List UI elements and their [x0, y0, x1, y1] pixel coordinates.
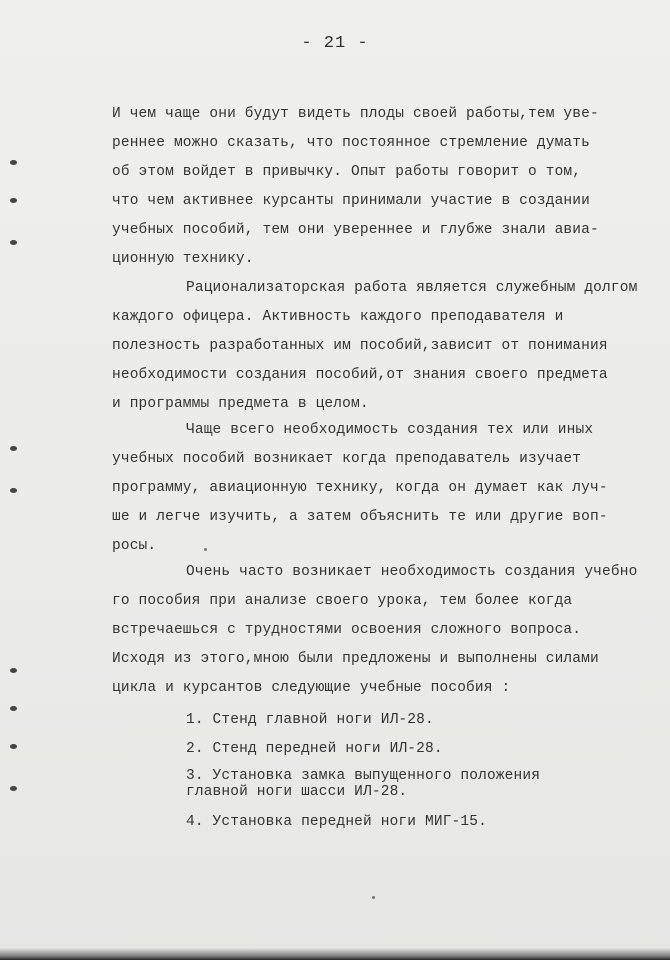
page-number: - 21 -: [301, 34, 369, 53]
text-line: цикла и курсантов следующие учебные пособия :: [112, 680, 511, 696]
text-line: Очень часто возникает необходимость создания учебно: [186, 564, 638, 580]
binder-hole: [10, 198, 17, 203]
binder-hole: [10, 446, 17, 451]
list-item-continuation: главной ноги шасси ИЛ-28.: [186, 784, 408, 800]
binder-hole: [10, 160, 17, 165]
text-line: Чаще всего необходимость создания тех или иных: [186, 422, 594, 438]
text-line: встречаешься с трудностями освоения сложного вопроса.: [112, 622, 582, 638]
text-line: реннее можно сказать, что постоянное стремление думать: [112, 135, 590, 151]
binder-hole: [10, 786, 17, 791]
text-line: росы.: [112, 538, 157, 554]
text-line: и программы предмета в целом.: [112, 396, 369, 412]
text-line: полезность разработанных им пособий,зависит от понимания: [112, 338, 608, 354]
text-line: каждого офицера. Активность каждого преподавателя и: [112, 309, 564, 325]
list-item: 3. Установка замка выпущенного положения: [186, 768, 541, 784]
list-item: 1. Стенд главной ноги ИЛ-28.: [186, 712, 434, 728]
text-line: И чем чаще они будут видеть плоды своей работы,тем уве-: [112, 106, 599, 122]
binder-hole: [10, 668, 17, 673]
text-line: об этом войдет в привычку. Опыт работы говорит о том,: [112, 164, 582, 180]
text-line: необходимости создания пособий,от знания своего предмета: [112, 367, 608, 383]
text-line: программу, авиационную технику, когда он думает как луч-: [112, 480, 608, 496]
binder-hole: [10, 744, 17, 749]
text-line: Рационализаторская работа является служебным долгом: [186, 280, 638, 296]
text-line: ционную технику.: [112, 251, 254, 267]
scan-edge-shadow: [0, 948, 670, 960]
text-line: что чем активнее курсанты принимали участие в создании: [112, 193, 590, 209]
binder-hole: [10, 240, 17, 245]
paper-speck: [372, 896, 375, 899]
list-item: 2. Стенд передней ноги ИЛ-28.: [186, 741, 443, 757]
binder-hole: [10, 488, 17, 493]
text-line: Исходя из этого,мною были предложены и выполнены силами: [112, 651, 599, 667]
text-line: ше и легче изучить, а затем объяснить те или другие воп-: [112, 509, 608, 525]
paper-speck: [204, 548, 207, 551]
text-line: учебных пособий возникает когда преподаватель изучает: [112, 451, 582, 467]
list-item: 4. Установка передней ноги МИГ-15.: [186, 814, 487, 830]
text-line: го пособия при анализе своего урока, тем более когда: [112, 593, 573, 609]
binder-hole: [10, 706, 17, 711]
text-line: учебных пособий, тем они увереннее и глубже знали авиа-: [112, 222, 599, 238]
